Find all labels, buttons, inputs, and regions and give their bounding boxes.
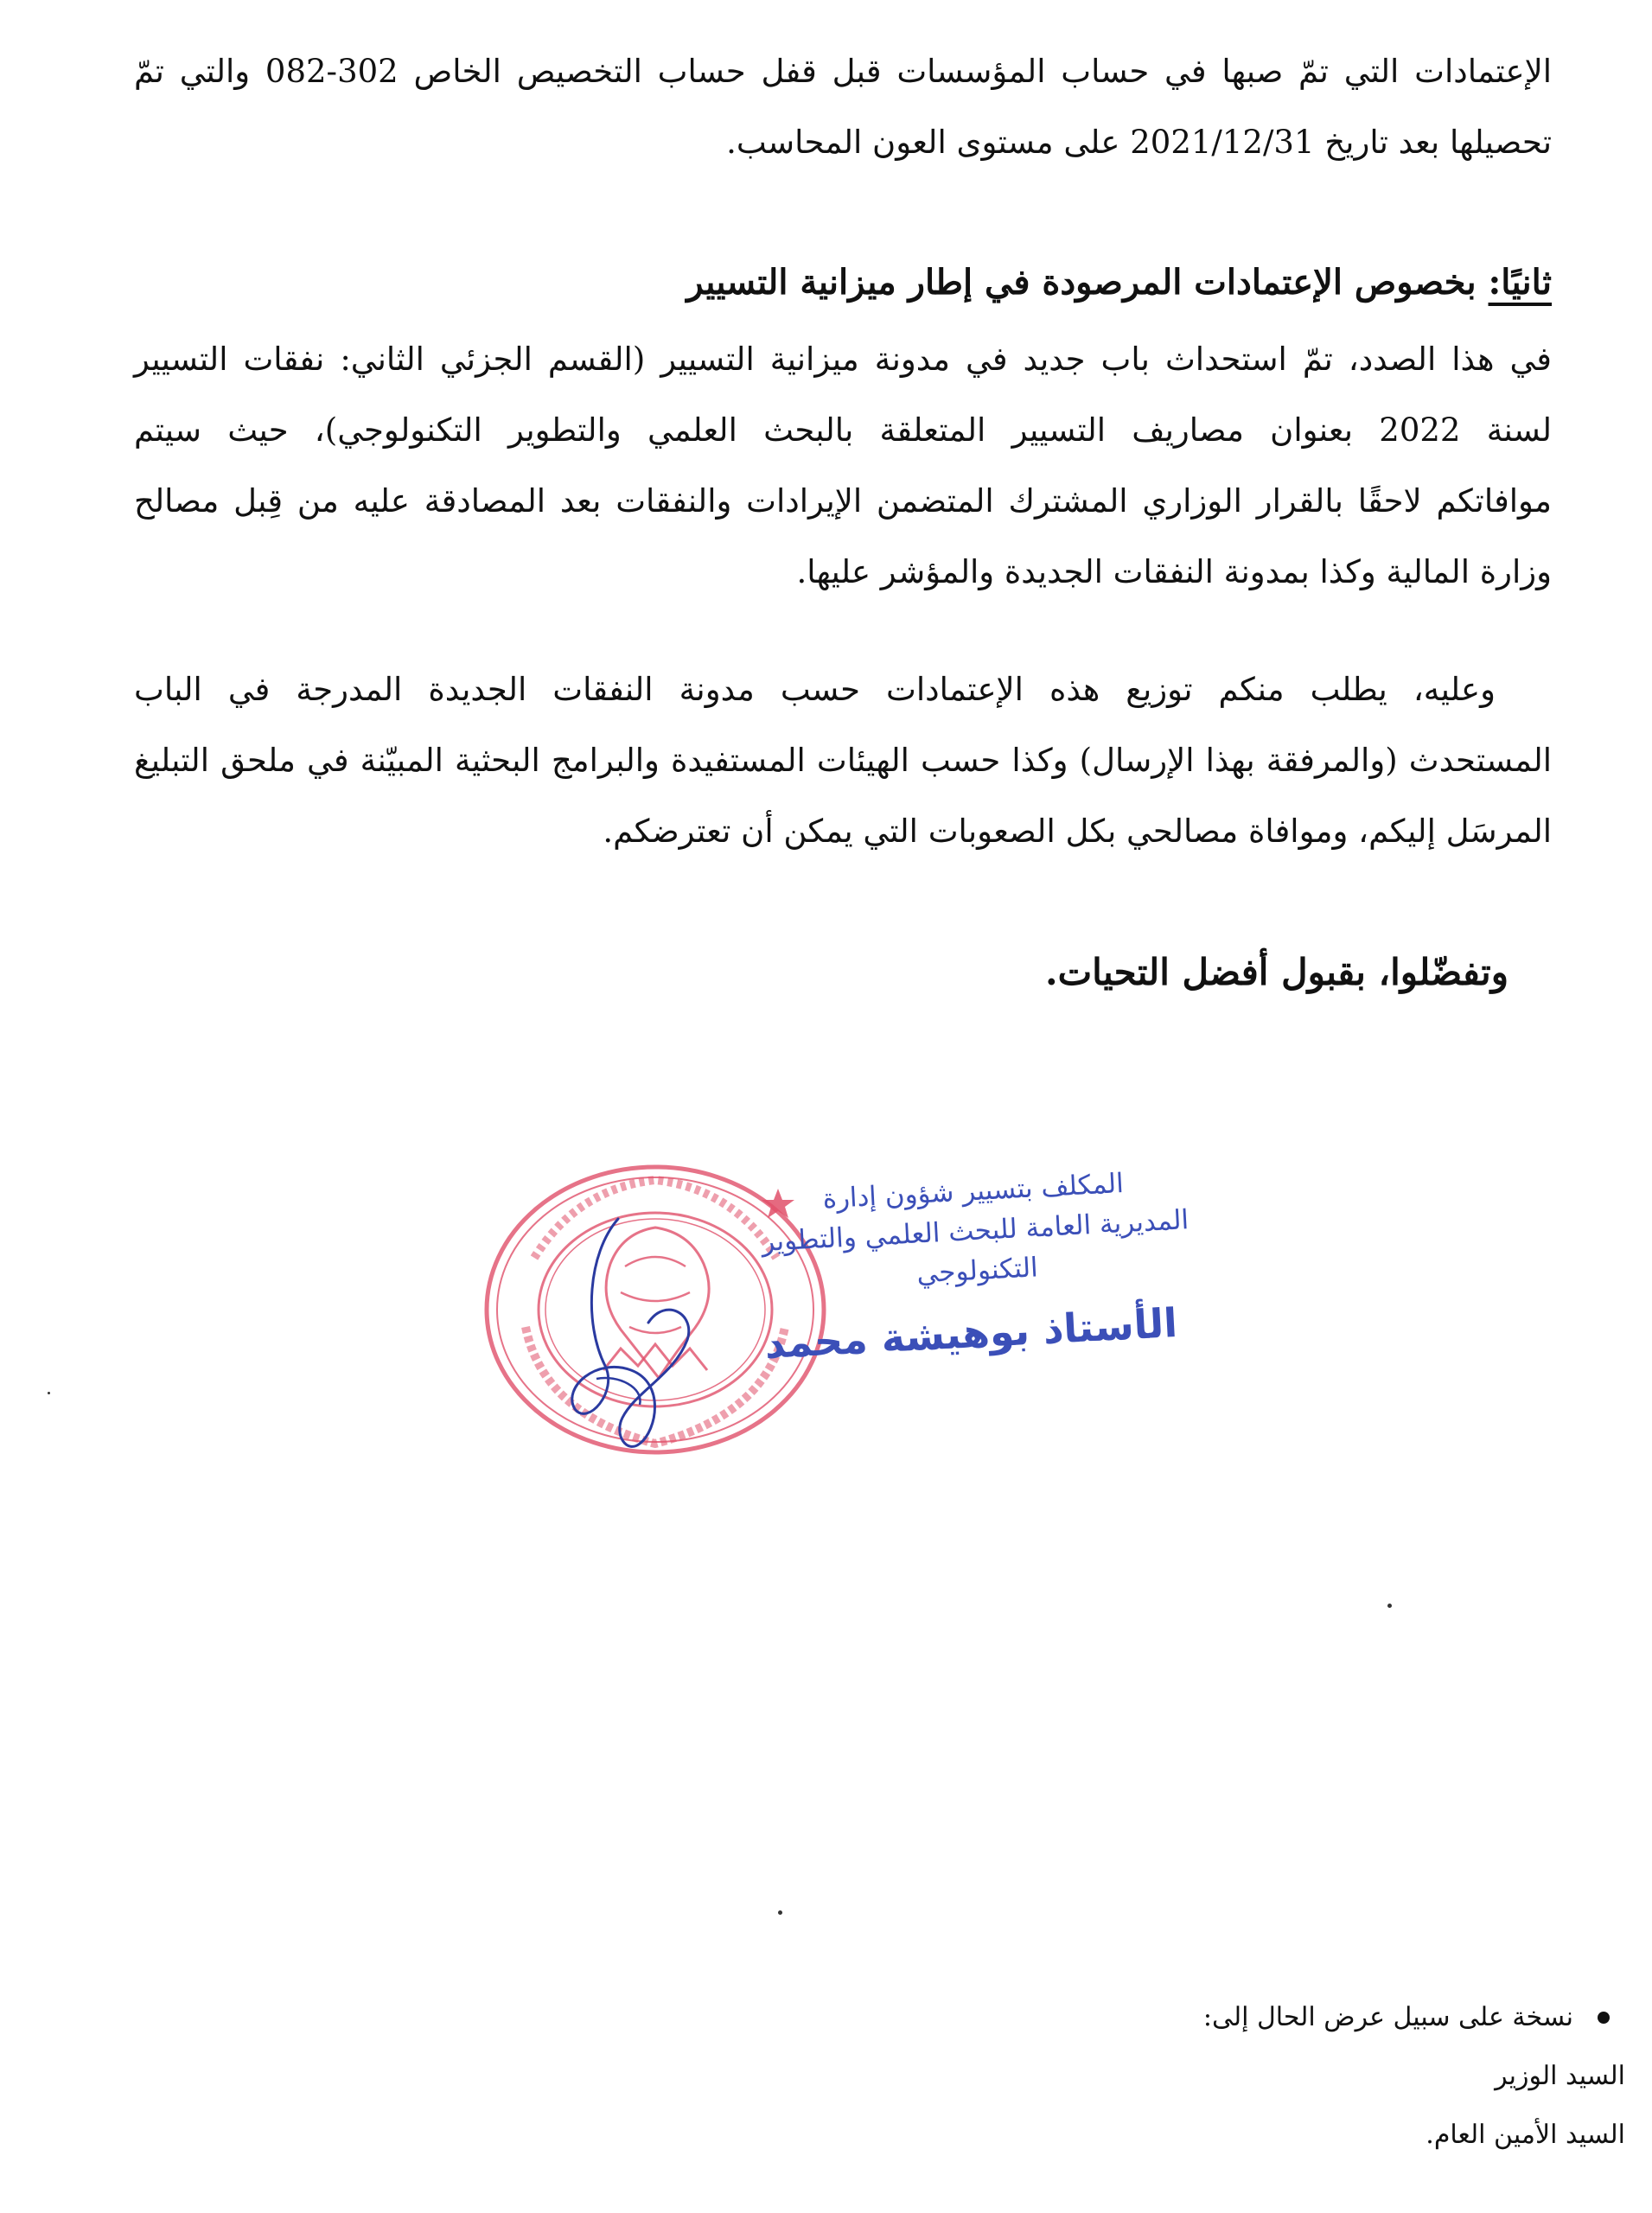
signatory-block xyxy=(687,1157,1266,1368)
paragraph-request xyxy=(134,654,1552,867)
paragraph-credits-closing xyxy=(134,36,1552,178)
section-heading-text: بخصوص الإعتمادات المرصودة في إطار ميزانية التسيير xyxy=(686,262,1489,303)
scan-speck xyxy=(1387,1604,1392,1608)
closing-salutation: وتفضّلوا، بقبول أفضل التحيات. xyxy=(1044,951,1508,993)
paragraph-line: الإعتمادات التي تمّ صبها في حساب المؤسسات قبل قفل حساب التخصيص الخاص 302-082 والتي تمّ xyxy=(134,53,1552,90)
paragraph-line: المرسَل إليكم، وموافاة مصالحي بكل الصعوبات التي يمكن أن تعترضكم. xyxy=(603,813,1552,850)
copies-block xyxy=(1037,1988,1625,2165)
signatory-title-line: التكنولوجي xyxy=(915,1252,1039,1290)
section-heading xyxy=(346,252,1552,313)
copy-recipient: السيد الوزير xyxy=(1495,2061,1625,2091)
paragraph-line: المستحدث (والمرفقة بهذا الإرسال) وكذا حسب الهيئات المستفيدة والبرامج البحثية المبيّنة في ملحق التبليغ xyxy=(134,742,1552,779)
copies-heading: نسخة على سبيل عرض الحال إلى: xyxy=(1037,1988,1625,2047)
copy-recipient: السيد الأمين العام. xyxy=(1426,2120,1625,2150)
paragraph-new-chapter xyxy=(134,324,1552,608)
scan-speck xyxy=(778,1910,782,1915)
paragraph-line: لسنة 2022 بعنوان مصاريف التسيير المتعلقة بالبحث العلمي والتطوير التكنولوجي)، حيث سيتم xyxy=(134,411,1552,449)
signature-mark xyxy=(536,1202,709,1461)
bullet-icon xyxy=(1598,2012,1610,2024)
scan-speck xyxy=(48,1392,50,1394)
paragraph-line: في هذا الصدد، تمّ استحداث باب جديد في مدونة ميزانية التسيير (القسم الجزئي الثاني: نفقات التسيير xyxy=(134,341,1552,378)
paragraph-line: تحصيلها بعد تاريخ 2021/12/31 على مستوى العون المحاسب. xyxy=(726,124,1552,161)
paragraph-line: موافاتكم لاحقًا بالقرار الوزاري المشترك المتضمن الإيرادات والنفقات بعد المصادقة عليه من قِبل مصالح xyxy=(134,482,1552,520)
signatory-title-line: المديرية العامة للبحث العلمي والتطوير xyxy=(761,1204,1190,1258)
section-heading-lead: ثانيًا: xyxy=(1488,262,1552,303)
paragraph-line: وزارة المالية وكذا بمدونة النفقات الجديدة والمؤشر عليها. xyxy=(796,553,1552,590)
paragraph-line: وعليه، يطلب منكم توزيع هذه الإعتمادات حسب مدونة النفقات الجديدة المدرجة في الباب xyxy=(134,671,1496,708)
signatory-title-line: المكلف بتسيير شؤون إدارة xyxy=(821,1168,1125,1215)
signatory-name: الأستاذ بوهيشة محمد xyxy=(763,1299,1179,1368)
